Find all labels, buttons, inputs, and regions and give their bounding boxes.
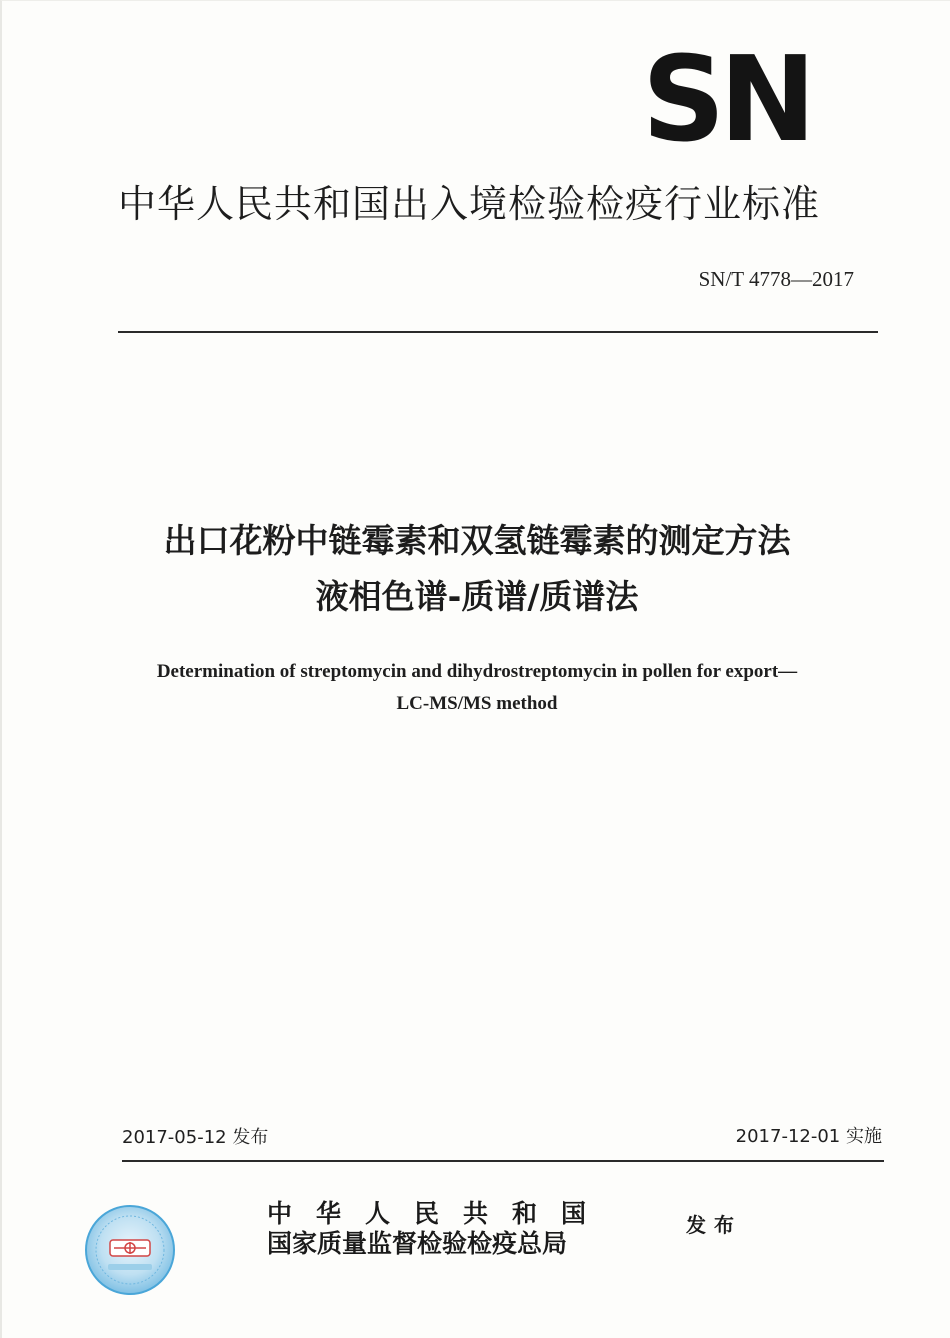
english-title (2, 656, 950, 720)
standard-code: SN/T 4778—2017 (698, 267, 854, 291)
english-title-line2: LC-MS/MS method (396, 693, 558, 714)
chinese-title-line1: 出口花粉中链霉素和双氢链霉素的测定方法 (163, 521, 791, 560)
implementation-date: 2017-12-01 实施 (735, 1126, 882, 1147)
publisher-agency: 国家质量监督检验检疫总局 (267, 1229, 568, 1258)
publish-label: 发布 (686, 1213, 742, 1237)
chinese-title-line2: 液相色谱-质谱/质谱法 (315, 577, 639, 616)
standard-category-title: 中华人民共和国出入境检验检疫行业标准 (118, 182, 821, 226)
bottom-divider (122, 1160, 884, 1162)
sn-logo: SN (642, 30, 811, 168)
publisher-block (267, 1199, 610, 1259)
chinese-title (2, 513, 950, 625)
english-title-line1: Determination of streptomycin and dihydrostreptomycin in pollen for export— (156, 661, 798, 682)
publisher-country: 中华人民共和国 (267, 1199, 611, 1228)
anti-counterfeit-seal-icon (84, 1204, 176, 1296)
top-divider (118, 331, 878, 333)
issue-date: 2017-05-12 发布 (122, 1127, 269, 1148)
